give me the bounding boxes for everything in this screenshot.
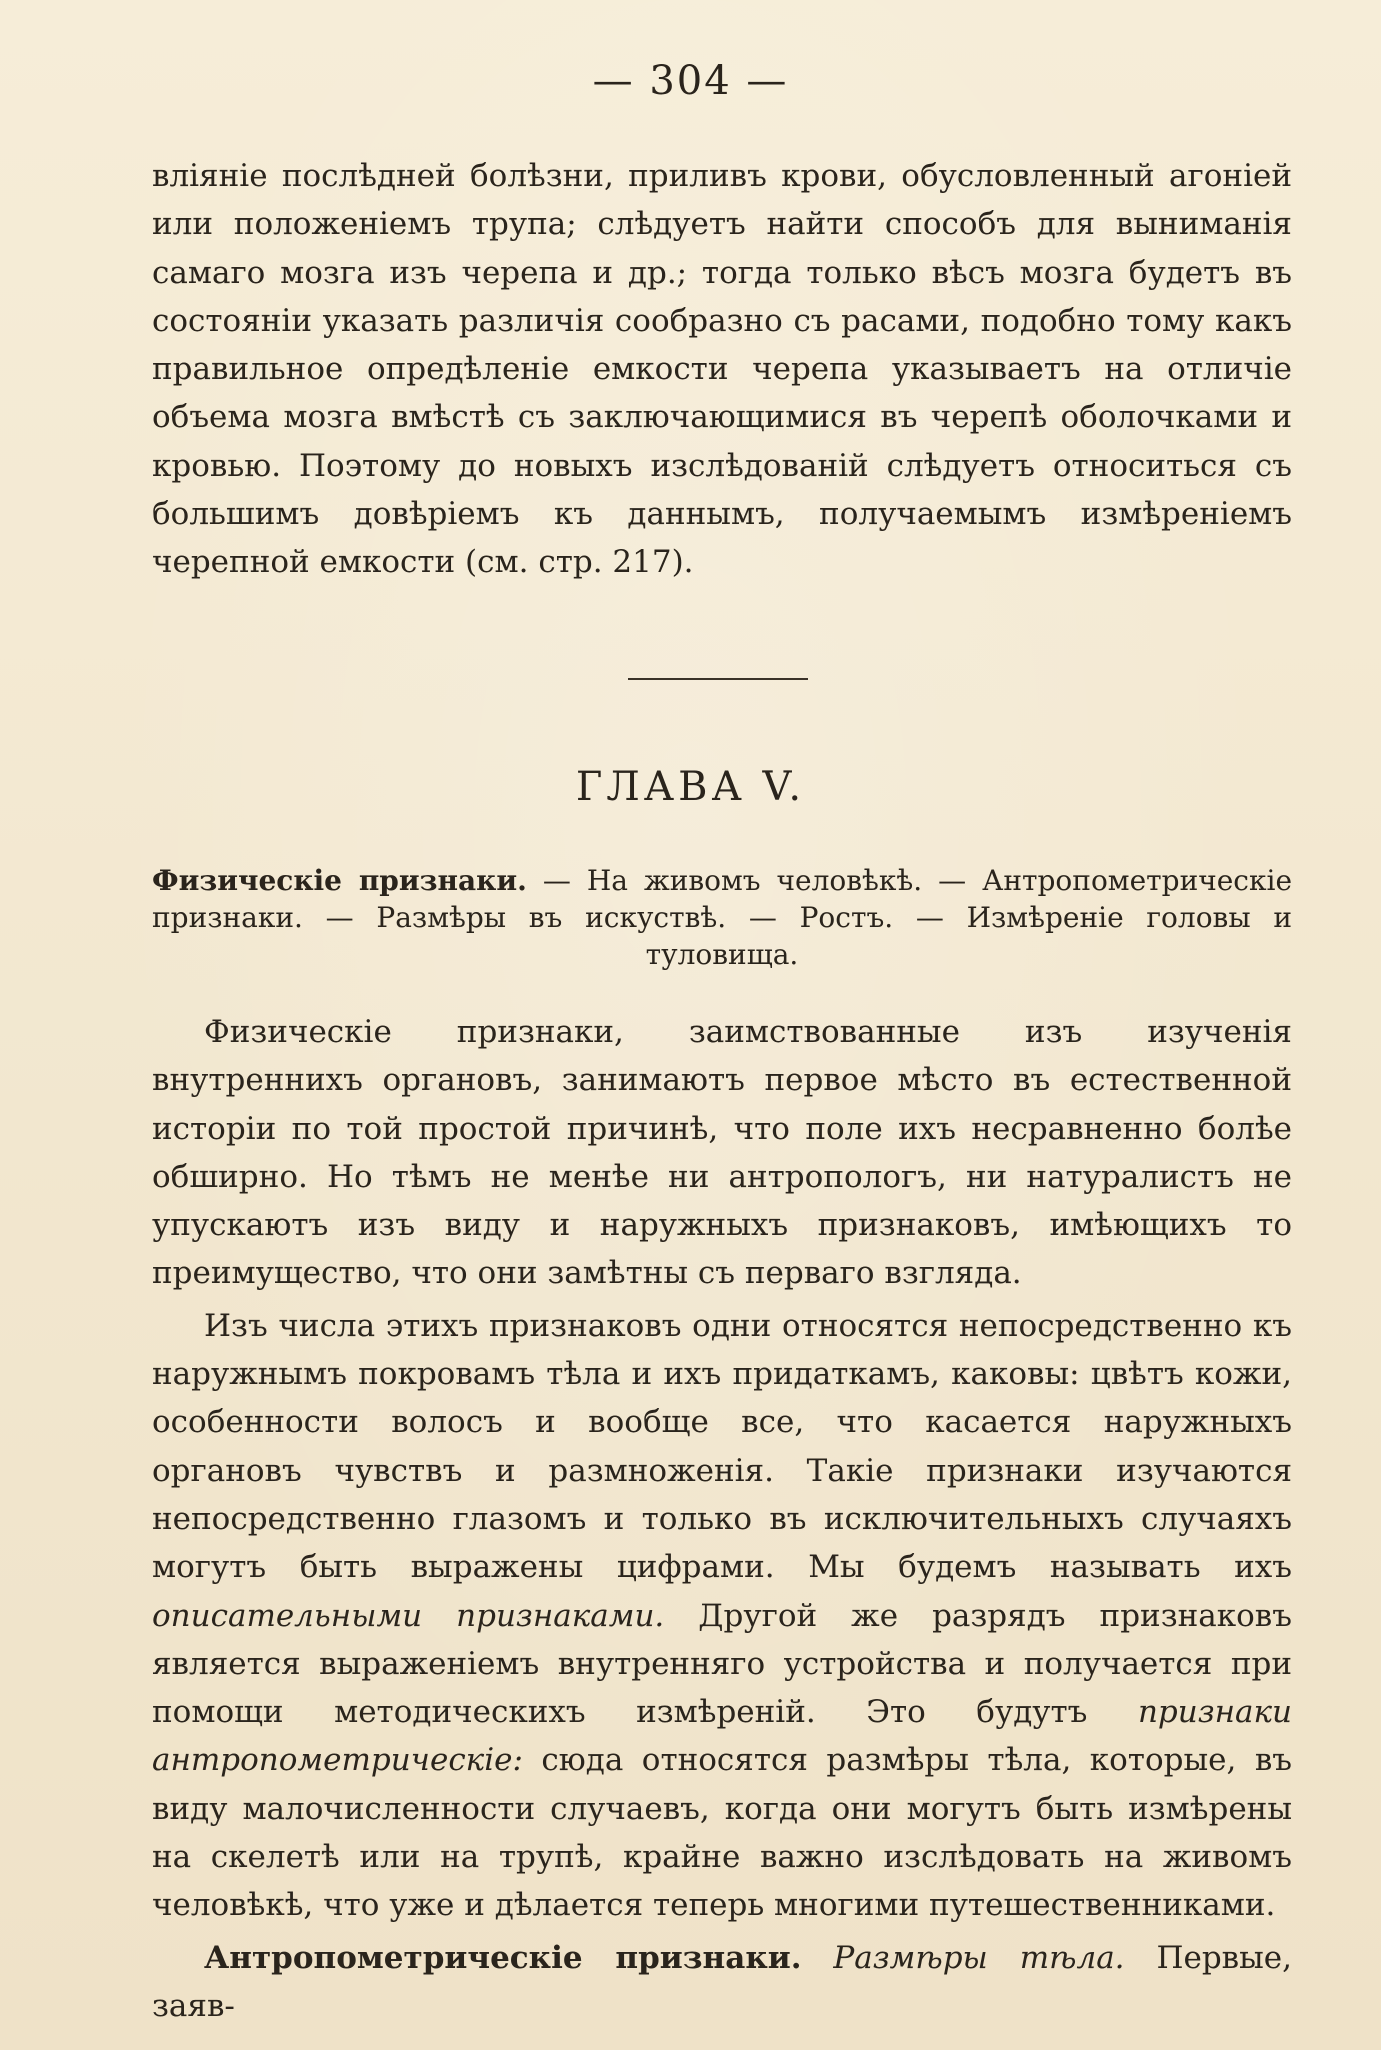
paragraph-2-part1: Изъ числа этихъ признаковъ одни относятся непосредственно къ наружнымъ покровамъ тѣла и ихъ придаткамъ, каковы: цвѣтъ кожи, особенности волосъ и вообще все, что касается наружныхъ органовъ чувствъ и размноженія. Такіе признаки изучаются непосредственно глазомъ и только въ исключительныхъ случаяхъ могутъ быть выражены цифрами. Мы будемъ называть ихъ <box>152 1307 1292 1586</box>
chapter-body <box>152 1008 1292 2034</box>
paragraph-2-italic-anthropometric: признаки антропометрическіе: <box>152 1694 1293 1779</box>
paragraph-2-part2: Другой же разрядъ признаковъ является выраженіемъ внутренняго устройства и получается при помощи методическихъ измѣреній. Это будутъ <box>152 1597 1292 1731</box>
continued-paragraph-block <box>152 152 1292 587</box>
page-number: — 304 — <box>592 58 789 104</box>
paragraph-3-rest: Первые, заяв- <box>152 1939 1292 2024</box>
paragraph-3-italic: Размѣры тѣла. <box>833 1939 1125 1976</box>
paragraph-2 <box>152 1302 1292 1930</box>
paragraph-3-heading: Антропометрическіе признаки. <box>204 1939 802 1976</box>
paragraph-1: Физическіе признаки, заимствованные изъ изученія внутреннихъ органовъ, занимаютъ первое мѣсто въ естественной исторіи по той простой причинѣ, что поле ихъ несравненно болѣе обширно. Но тѣмъ не менѣе ни антропологъ, ни натуралистъ не упускаютъ изъ виду и наружныхъ признаковъ, имѣющихъ то преимущество, что они замѣтны съ перваго взгляда. <box>152 1014 1292 1292</box>
chapter-title: ГЛАВА V. <box>575 764 806 810</box>
paragraph-2-part3: сюда относятся размѣры тѣла, которые, въ виду малочисленности случаевъ, когда они могутъ быть измѣрены на скелетѣ или на трупѣ, крайне важно изслѣдовать на живомъ человѣкѣ, что уже и дѣлается теперь многими путешественниками. <box>152 1742 1292 1924</box>
paragraph-2-italic-descriptive: описательными признаками. <box>152 1597 665 1634</box>
chapter-summary <box>152 862 1292 973</box>
section-divider <box>628 678 808 680</box>
paragraph-3 <box>152 1934 1292 2031</box>
summary-rest: — На живомъ человѣкѣ. — Антропометрическіе признаки. — Размѣры въ искуствѣ. — Ростъ. — Измѣреніе головы и туловища. <box>152 864 1293 971</box>
summary-lead: Физическіе признаки. <box>152 864 527 897</box>
continued-paragraph: вліяніе послѣдней болѣзни, приливъ крови, обусловленный агоніей или положеніемъ трупа; слѣдуетъ найти способъ для выниманія самаго мозга изъ черепа и др.; тогда только вѣсъ мозга будетъ въ состояніи указать различія сообразно съ расами, подобно тому какъ правильное опредѣленіе емкости черепа указываетъ на отличіе объема мозга вмѣстѣ съ заключающимися въ черепѣ оболочками и кровью. Поэтому до новыхъ изслѣдованій слѣдуетъ относиться съ большимъ довѣріемъ къ даннымъ, получаемымъ измѣреніемъ черепной емкости (см. стр. 217). <box>152 158 1292 581</box>
